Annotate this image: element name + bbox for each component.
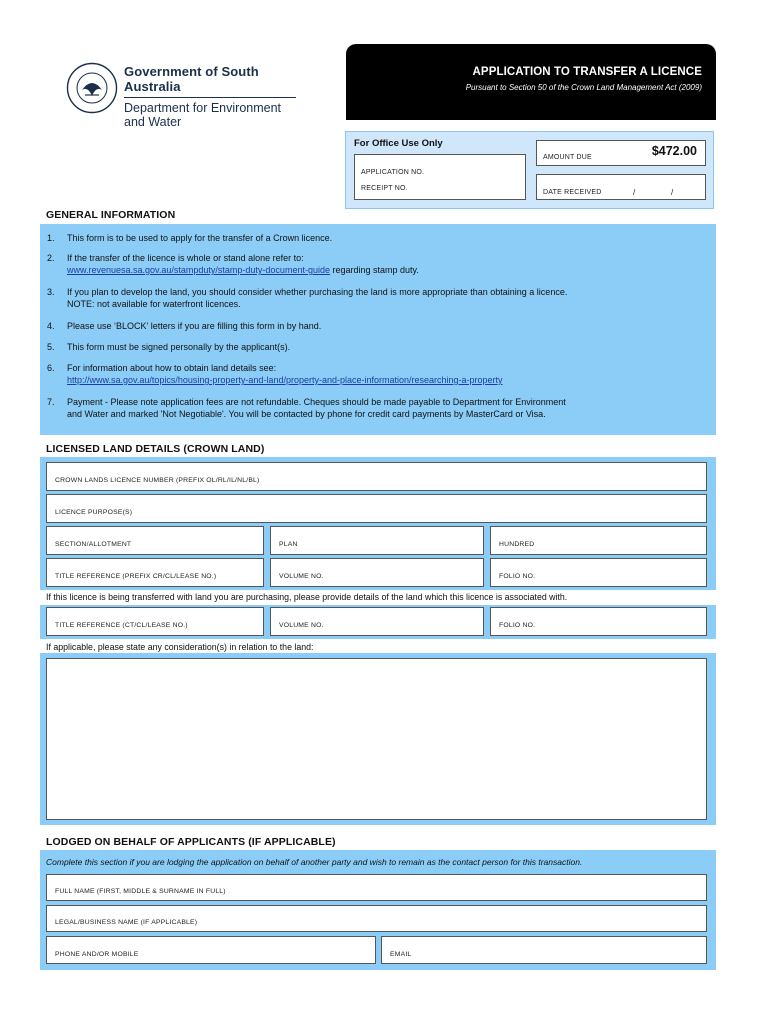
lodged-on-behalf-panel	[40, 850, 716, 970]
info-item-number: 3.	[47, 287, 55, 297]
folio-label: FOLIO NO.	[499, 573, 536, 580]
info-item-number: 6.	[47, 363, 55, 373]
info-item-text: If you plan to develop the land, you should consider whether purchasing the land is more appropriate than obtaining a licence.	[67, 287, 568, 297]
info-item-2	[47, 252, 687, 276]
form-title: APPLICATION TO TRANSFER A LICENCE	[472, 66, 702, 78]
associated-title-reference-label: TITLE REFERENCE (CT/CL/LEASE NO.)	[55, 622, 188, 629]
phone-field[interactable]	[46, 936, 376, 964]
amount-due-field[interactable]	[536, 140, 706, 166]
volume-label: VOLUME NO.	[279, 573, 324, 580]
form-subtitle: Pursuant to Section 50 of the Crown Land Management Act (2009)	[465, 83, 702, 92]
plan-label: PLAN	[279, 541, 298, 548]
consideration-note: If applicable, please state any consideration(s) in relation to the land:	[46, 642, 314, 652]
government-name: Government of South Australia	[124, 64, 259, 94]
email-label: EMAIL	[390, 951, 412, 958]
hundred-field[interactable]	[490, 526, 707, 555]
info-item-text: If the transfer of the licence is whole or stand alone refer to:	[67, 253, 304, 263]
section-allotment-field[interactable]	[46, 526, 264, 555]
form-title-box	[346, 44, 716, 120]
office-use-heading: For Office Use Only	[354, 138, 443, 149]
title-reference-field[interactable]	[46, 558, 264, 587]
land-details-heading: LICENSED LAND DETAILS (CROWN LAND)	[46, 443, 265, 455]
consideration-textarea[interactable]	[46, 658, 707, 820]
info-item-7	[47, 396, 687, 420]
state-seal-icon	[66, 62, 118, 114]
consideration-panel	[40, 653, 716, 825]
plan-field[interactable]	[270, 526, 484, 555]
department-line-2: and Water	[124, 115, 182, 129]
associated-folio-label: FOLIO NO.	[499, 622, 536, 629]
section-allotment-label: SECTION/ALLOTMENT	[55, 541, 132, 548]
date-separator-2: /	[671, 188, 674, 197]
licence-purpose-field[interactable]	[46, 494, 707, 523]
stamp-duty-guide-link[interactable]: www.revenuesa.sa.gov.au/stampduty/stamp-duty-document-guide	[67, 265, 330, 275]
info-item-6	[47, 362, 687, 386]
lodged-on-behalf-note: Complete this section if you are lodging the application on behalf of another party and wish to remain as the contact person for this transaction.	[46, 857, 583, 867]
associated-land-panel	[40, 605, 716, 639]
business-name-label: LEGAL/BUSINESS NAME (IF APPLICABLE)	[55, 919, 198, 926]
folio-field[interactable]	[490, 558, 707, 587]
info-item-number: 1.	[47, 233, 55, 243]
info-item-text-after: regarding stamp duty.	[329, 265, 419, 275]
associated-volume-field[interactable]	[270, 607, 484, 636]
info-item-number: 7.	[47, 397, 55, 407]
amount-due-value: $472.00	[651, 144, 697, 158]
land-information-link[interactable]: http://www.sa.gov.au/topics/housing-property-and-land/property-and-place-information/researching-a-property	[67, 375, 503, 385]
lodged-on-behalf-heading: LODGED ON BEHALF OF APPLICANTS (IF APPLICABLE)	[46, 836, 336, 848]
general-information-panel	[40, 224, 716, 435]
info-item-4	[47, 320, 687, 332]
info-item-1	[47, 232, 687, 244]
associated-folio-field[interactable]	[490, 607, 707, 636]
phone-label: PHONE AND/OR MOBILE	[55, 951, 139, 958]
amount-due-label: AMOUNT DUE	[543, 154, 592, 161]
logo-divider	[124, 97, 296, 98]
volume-field[interactable]	[270, 558, 484, 587]
title-reference-label: TITLE REFERENCE (PREFIX CR/CL/LEASE NO.)	[55, 573, 217, 580]
government-logo	[66, 60, 316, 129]
info-item-3	[47, 286, 687, 310]
office-use-panel	[345, 131, 714, 209]
receipt-no-label: RECEIPT NO.	[361, 185, 408, 192]
licence-number-label: CROWN LANDS LICENCE NUMBER (PREFIX OL/RL/IL/NL/BL)	[55, 477, 260, 484]
land-details-panel	[40, 457, 716, 590]
application-no-label: APPLICATION NO.	[361, 169, 425, 176]
general-information-heading: GENERAL INFORMATION	[46, 209, 176, 221]
info-item-text: Payment - Please note application fees are not refundable. Cheques should be made payable to Department for Environment	[67, 397, 566, 407]
business-name-field[interactable]	[46, 905, 707, 932]
transfer-with-land-note: If this licence is being transferred with land you are purchasing, please provide details of the land which this licence is associated with.	[46, 592, 568, 602]
info-item-number: 5.	[47, 342, 55, 352]
licence-purpose-label: LICENCE PURPOSE(S)	[55, 509, 133, 516]
info-item-number: 2.	[47, 253, 55, 263]
info-item-text: This form is to be used to apply for the transfer of a Crown licence.	[67, 233, 333, 243]
office-application-field[interactable]	[354, 154, 526, 200]
info-item-text: Please use ‘BLOCK’ letters if you are filling this form in by hand.	[67, 321, 322, 331]
date-received-label: DATE RECEIVED	[543, 189, 602, 196]
info-item-5	[47, 341, 687, 353]
info-item-note: NOTE: not available for waterfront licences.	[67, 299, 241, 309]
hundred-label: HUNDRED	[499, 541, 535, 548]
associated-title-reference-field[interactable]	[46, 607, 264, 636]
date-separator-1: /	[633, 188, 636, 197]
email-field[interactable]	[381, 936, 707, 964]
info-item-text: For information about how to obtain land details see:	[67, 363, 277, 373]
department-line-1: Department for Environment	[124, 101, 282, 115]
full-name-label: FULL NAME (FIRST, MIDDLE & SURNAME IN FULL)	[55, 888, 226, 895]
info-item-number: 4.	[47, 321, 55, 331]
licence-number-field[interactable]	[46, 462, 707, 491]
info-item-text-line2: and Water and marked 'Not Negotiable'. You will be contacted by phone for credit card payments by MasterCard or Visa.	[67, 409, 546, 419]
associated-volume-label: VOLUME NO.	[279, 622, 324, 629]
full-name-field[interactable]	[46, 874, 707, 901]
info-item-text: This form must be signed personally by the applicant(s).	[67, 342, 291, 352]
date-received-field[interactable]	[536, 174, 706, 200]
